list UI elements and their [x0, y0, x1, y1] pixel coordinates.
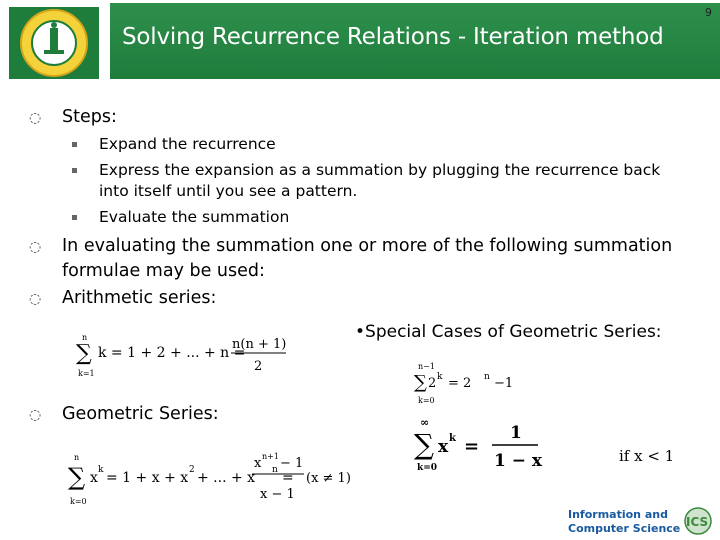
geo-mid-exponent: 2: [189, 465, 195, 475]
geo-denominator: x − 1: [260, 487, 295, 502]
geo-exponent: k: [98, 465, 104, 475]
sub-bullet-expand-text: Expand the recurrence: [99, 135, 276, 153]
sum-lower: k=0: [70, 497, 87, 506]
bullet-geometric-text: Geometric Series:: [62, 404, 219, 424]
geometric-special-case-1: [414, 360, 534, 406]
sum-lower: k=0: [417, 463, 438, 473]
sum-upper: n: [82, 333, 88, 342]
sigma-symbol: ∑: [76, 341, 92, 366]
bullet-arithmetic: [29, 286, 217, 310]
bullet-symbol: ◌: [29, 110, 42, 126]
geo-condition: (x ≠ 1): [306, 471, 351, 486]
arith-denominator: 2: [254, 359, 263, 374]
geo-mid2: + ... + x: [197, 470, 256, 486]
bullet-arithmetic-text: Arithmetic series:: [62, 288, 217, 308]
sub-bullet-evaluate: [99, 207, 289, 228]
sum-lower: k=0: [418, 396, 435, 405]
sub-bullet-express-cont: [99, 181, 357, 202]
sub-bullet-express-line2: into itself until you see a pattern.: [99, 182, 358, 200]
sum-upper: n−1: [418, 362, 435, 371]
sp2-base: x: [438, 437, 449, 457]
sp2-numerator: 1: [510, 423, 522, 443]
bullet-evaluating-cont: [62, 259, 265, 283]
arith-numerator: n(n + 1): [232, 337, 287, 352]
sp1-base: 2: [428, 376, 437, 391]
geometric-series-formula: [68, 450, 358, 510]
sp2-condition: if x < 1: [619, 447, 675, 465]
sub-bullet-evaluate-text: Evaluate the summation: [99, 208, 290, 226]
bullet-evaluating: [29, 234, 673, 258]
sp1-tail: −1: [494, 376, 514, 391]
geo-mid: = 1 + x + x: [106, 470, 189, 486]
sp1-rhs: = 2: [448, 376, 472, 391]
special-cases-heading: •Special Cases of Geometric Series:: [355, 322, 662, 342]
geo-equals: =: [282, 470, 294, 486]
sp1-exponent: k: [437, 372, 443, 382]
sub-bullet-express: [99, 160, 660, 181]
sp2-equals: =: [464, 436, 480, 457]
slide-header: [0, 0, 720, 79]
geo-base: x: [90, 470, 98, 486]
footer-line2: Computer Science: [568, 522, 681, 535]
sigma-symbol: ∑: [414, 428, 434, 461]
bullet-evaluating-line1: In evaluating the summation one or more of the following summation: [62, 236, 673, 256]
bullet-symbol: ◌: [29, 407, 42, 423]
ics-logo: [566, 505, 716, 537]
geometric-special-case-2: [414, 414, 684, 474]
sp1-rhs-exponent: n: [484, 372, 490, 382]
square-bullet: [72, 142, 77, 147]
square-bullet: [72, 215, 77, 220]
bullet-symbol: ◌: [29, 239, 42, 255]
slide-title: Solving Recurrence Relations - Iteration method: [122, 24, 664, 50]
bullet-symbol: ◌: [29, 291, 42, 307]
sub-bullet-expand: [99, 134, 276, 155]
geo-numerator-tail: − 1: [280, 456, 304, 471]
sub-bullet-express-line1: Express the expansion as a summation by plugging the recurrence back: [99, 161, 661, 179]
sp2-exponent: k: [449, 433, 456, 444]
arith-body: k = 1 + 2 + ... + n =: [98, 345, 246, 361]
sum-lower: k=1: [78, 369, 95, 378]
university-seal-logo: [8, 6, 100, 80]
sum-upper: n: [74, 453, 80, 462]
geo-numerator-exponent: n+1: [262, 452, 279, 461]
sp2-denominator: 1 − x: [494, 451, 543, 471]
bullet-steps-text: Steps:: [62, 107, 117, 127]
geo-numerator: x: [254, 456, 262, 471]
arithmetic-series-formula: [76, 330, 296, 380]
footer-line1: Information and: [568, 508, 668, 521]
sum-upper: ∞: [420, 416, 430, 429]
geo-mid2-exponent: n: [272, 465, 278, 475]
square-bullet: [72, 168, 77, 173]
sigma-symbol: ∑: [414, 372, 427, 393]
page-number: 9: [705, 6, 712, 19]
bullet-steps: [29, 105, 117, 129]
bullet-evaluating-line2: formulae may be used:: [62, 261, 265, 281]
bullet-geometric: [29, 402, 219, 426]
sigma-symbol: ∑: [68, 463, 86, 491]
footer-badge: ICS: [686, 515, 709, 529]
